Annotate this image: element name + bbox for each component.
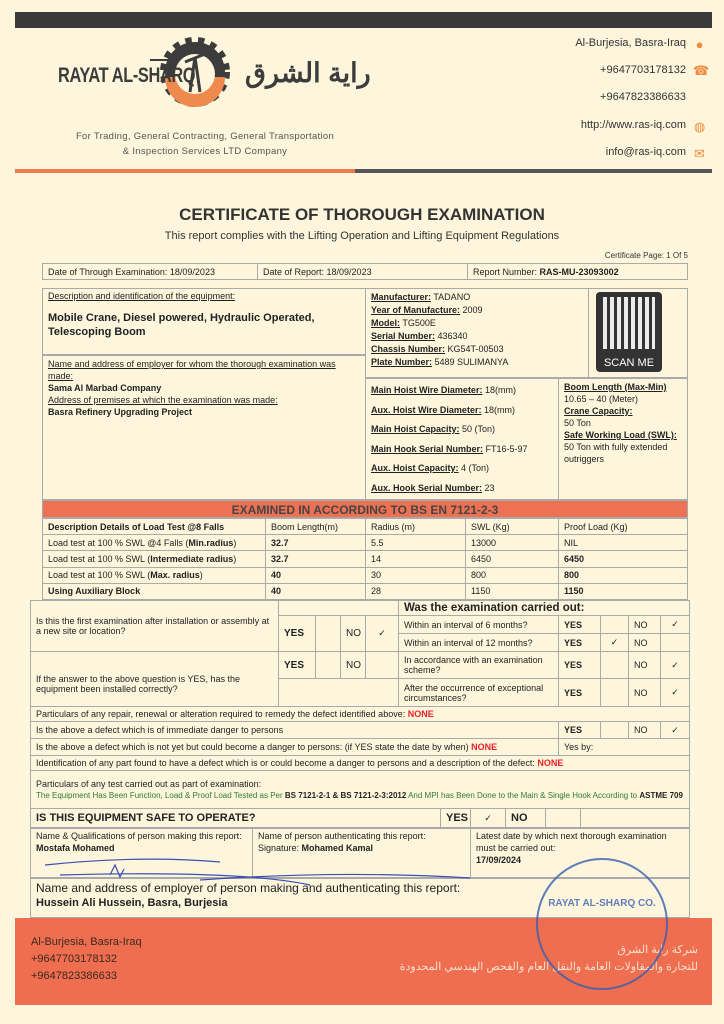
check-mark: ✓ xyxy=(661,652,690,679)
defects-table: Particulars of any repair, renewal or alteration required to remedy the defect identified above: NONE Is the above a defect which is of immediate danger to persons YES NO ✓ Is the above a defect which is not yet but could become a danger to persons: (if YES state the date by when) NONE Yes by: Identification of any part found to have a defect which is or could become a danger to persons and a description of the defect: NONE Particulars of any test carried out as part of examination: The Equipment Has Been Function, Load & Proof Load Tested as Per BS 7121-2-1 & BS 7121-2-3:2012 And MPI has Been Done to the Main & Single Hook According to ASTME 709 xyxy=(30,706,690,809)
employer-of-inspector: Name and address of employer of person making and authenticating this report: Hussein Ali Hussein, Basra, Burjesia xyxy=(30,878,690,918)
table-row: Load test at 100 % SWL @4 Falls (Min.radius) 32.7 5.5 13000 NIL xyxy=(43,535,688,551)
safe-to-operate-row: IS THIS EQUIPMENT SAFE TO OPERATE? YES ✓ NO xyxy=(30,808,690,828)
divider xyxy=(15,169,355,173)
signature xyxy=(40,850,480,890)
company-stamp xyxy=(536,858,668,990)
examination-questions: Is this the first examination after installation or assembly at a new site or location? Was the examination carried out: YES NO ✓ Within an interval of 6 months? YES NO ✓ Within an interval of 12 months? YES ✓ NO If the answer to the above question is YES, has the equipment been installed correctly? YES NO In accordance with an examination scheme? YES NO ✓ After the occurrence of exceptional circumstances? YES NO ✓ xyxy=(30,600,690,707)
divider xyxy=(355,169,712,173)
question-installed-correctly: If the answer to the above question is YES, has the equipment been installed correctly? xyxy=(31,652,279,707)
phone-icon: ☎ xyxy=(693,63,710,78)
report-date: Date of Report: 18/09/2023 xyxy=(258,264,468,280)
dates-row xyxy=(42,263,688,280)
equipment-specs: Manufacturer: TADANO Year of Manufacture: 2009 Model: TG500E Serial Number: 436340 Chassis Number: KG54T-00503 Plate Number: 5489 SULIMANYA xyxy=(365,288,589,378)
question-first-exam: Is this the first examination after installation or assembly at a new site or location? xyxy=(31,601,279,652)
qr-code-icon xyxy=(603,297,655,349)
check-mark: ✓ xyxy=(471,809,506,828)
document-title: CERTIFICATE OF THOROUGH EXAMINATION xyxy=(179,205,545,224)
tagline: For Trading, General Contracting, General Transportation xyxy=(75,131,335,142)
hoist-specs: Main Hoist Wire Diameter: 18(mm) Aux. Hoist Wire Diameter: 18(mm) Main Hoist Capacity: 50 (Ton) Main Hook Serial Number: FT16-5-97 Aux. Hoist Capacity: 4 (Ton) Aux. Hook Serial Number: 23 xyxy=(365,378,559,500)
document-subtitle: This report complies with the Lifting Operation and Lifting Equipment Regulations xyxy=(164,230,560,242)
exam-date: Date of Through Examination: 18/09/2023 xyxy=(43,264,258,280)
equipment-description: Description and identification of the equipment: Mobile Crane, Diesel powered, Hydraulic Operated, Telescoping Boom xyxy=(42,288,366,355)
load-test-table xyxy=(42,518,688,600)
report-number: Report Number: RAS-MU-23093002 xyxy=(468,264,688,280)
qr-code[interactable] xyxy=(596,292,662,372)
table-row: Using Auxiliary Block 40 28 1150 1150 xyxy=(43,583,688,599)
check-mark: ✓ xyxy=(661,679,690,707)
contact-website[interactable]: http://www.ras-iq.com xyxy=(580,119,686,131)
footer-phone-2: +9647823386633 xyxy=(31,970,117,982)
globe-icon: ◍ xyxy=(693,119,706,134)
contact-phone: +9647703178132 xyxy=(600,64,686,76)
logo-text-en: RAYAT AL-SHARQ xyxy=(58,64,196,87)
check-mark: ✓ xyxy=(661,722,690,739)
certificate-page: Certificate Page: 1 Of 5 xyxy=(604,251,688,260)
header-bar xyxy=(15,12,712,28)
check-mark: ✓ xyxy=(366,616,399,652)
contact-address: Al-Burjesia, Basra-Iraq xyxy=(575,37,686,49)
table-row: Load test at 100 % SWL (Intermediate radius) 32.7 14 6450 6450 xyxy=(43,551,688,567)
table-header: Description Details of Load Test @8 Falls Boom Length(m) Radius (m) SWL (Kg) Proof Load (Kg) xyxy=(43,519,688,535)
employer-info: Name and address of employer for whom the thorough examination was made: Sama Al Marbad Company Address of premises at which the examination was made: Basra Refinery Upgrading Project xyxy=(42,355,366,500)
check-mark: ✓ xyxy=(601,634,629,652)
footer-address: Al-Burjesia, Basra-Iraq xyxy=(31,936,142,948)
location-pin-icon: ● xyxy=(695,37,704,52)
signatures-row: Name & Qualifications of person making this report: Mostafa Mohamed Name of person authenticating this report: Signature: Mohamed Kamal Latest date by which next thorough examination must be carried out: 17/09/2024 xyxy=(30,828,690,878)
stamp-text: RAYAT AL-SHARQ CO. xyxy=(548,898,656,909)
boom-specs: Boom Length (Max-Min) 10.65 – 40 (Meter) Crane Capacity: 50 Ton Safe Working Load (SWL): 50 Ton with fully extended outriggers xyxy=(558,378,688,500)
footer-arabic-name: شركة راية الشرق xyxy=(617,944,698,956)
table-row: Load test at 100 % SWL (Max. radius) 40 30 800 800 xyxy=(43,567,688,583)
footer-phone: +9647703178132 xyxy=(31,953,117,965)
carried-out-title: Was the examination carried out: xyxy=(399,601,690,616)
footer-arabic-desc: للتجارة والمقاولات العامة والنقل العام والفحص الهندسي المحدودة xyxy=(399,961,698,973)
tagline: & Inspection Services LTD Company xyxy=(122,146,288,157)
contact-email[interactable]: info@ras-iq.com xyxy=(605,146,686,158)
standard-band: EXAMINED IN ACCORDING TO BS EN 7121-2-3 xyxy=(42,500,688,518)
scan-me-label: SCAN ME xyxy=(603,357,655,369)
mail-icon: ✉ xyxy=(694,146,705,161)
contact-phone-2: +9647823386633 xyxy=(600,91,686,103)
check-mark: ✓ xyxy=(661,616,690,634)
logo-text-ar: راية الشرق xyxy=(245,58,371,88)
